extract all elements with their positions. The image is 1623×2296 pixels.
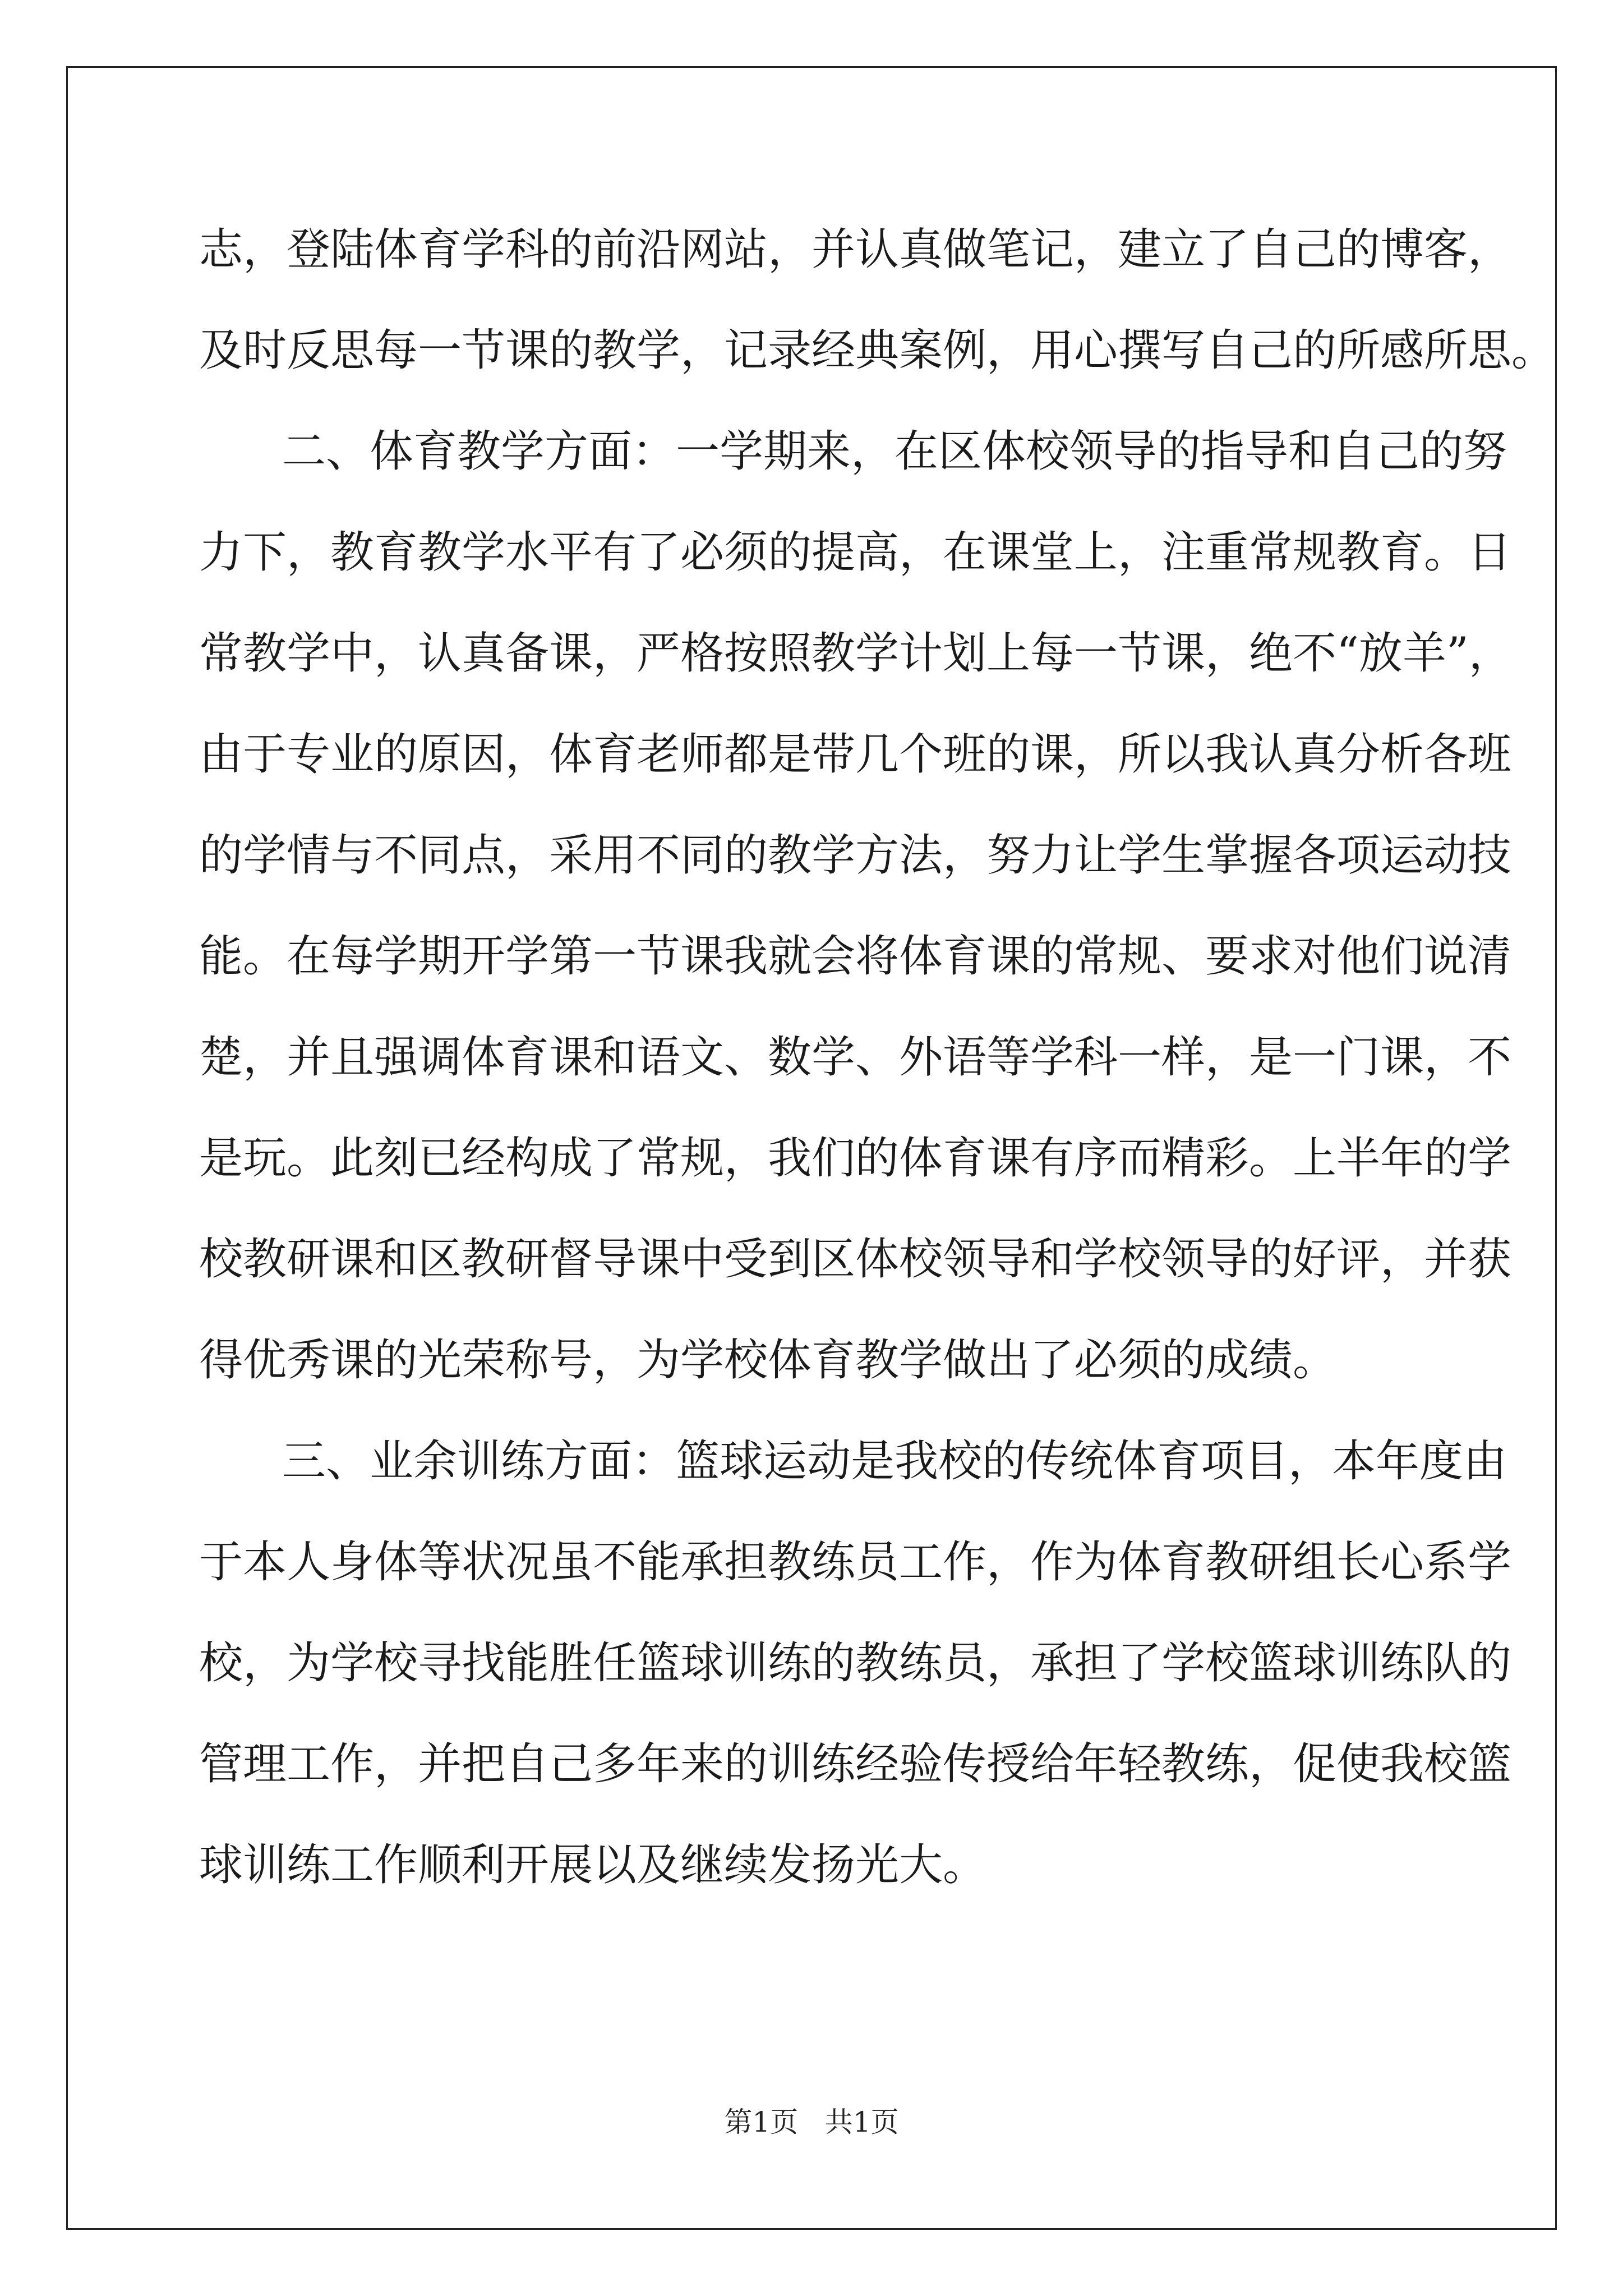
text-line: 力下，教育教学水平有了必须的提高，在课堂上，注重常规教育。日 <box>199 527 1512 578</box>
text-line: 楚，并且强调体育课和语文、数学、外语等学科一样，是一门课，不 <box>199 1032 1512 1083</box>
text-line: 校，为学校寻找能胜任篮球训练的教练员，承担了学校篮球训练队的 <box>199 1638 1512 1688</box>
text-line: 由于专业的原因，体育老师都是带几个班的课，所以我认真分析各班 <box>199 729 1512 780</box>
text-line: 得优秀课的光荣称号，为学校体育教学做出了必须的成绩。 <box>199 1335 1337 1386</box>
text-line: 于本人身体等状况虽不能承担教练员工作，作为体育教研组长心系学 <box>199 1537 1512 1588</box>
paragraph-start-line: 三、业余训练方面：篮球运动是我校的传统体育项目，本年度由 <box>282 1436 1507 1487</box>
text-line: 及时反思每一节课的教学，记录经典案例，用心撰写自己的所感所思。 <box>199 325 1556 376</box>
text-line: 的学情与不同点，采用不同的教学方法，努力让学生掌握各项运动技 <box>199 830 1512 881</box>
text-line: 常教学中，认真备课，严格按照教学计划上每一节课，绝不“放羊”， <box>199 628 1513 679</box>
text-line: 志，登陆体育学科的前沿网站，并认真做笔记，建立了自己的博客， <box>199 224 1512 275</box>
text-line: 能。在每学期开学第一节课我就会将体育课的常规、要求对他们说清 <box>199 931 1512 982</box>
text-line: 管理工作，并把自己多年来的训练经验传授给年轻教练，促使我校篮 <box>199 1739 1512 1789</box>
paragraph-start-line: 二、体育教学方面：一学期来，在区体校领导的指导和自己的努 <box>282 426 1507 477</box>
page-number-footer: 第1页 共1页 <box>724 2106 899 2138</box>
text-line: 校教研课和区教研督导课中受到区体校领导和学校领导的好评，并获 <box>199 1234 1512 1285</box>
text-line: 球训练工作顺利开展以及继续发扬光大。 <box>199 1840 987 1890</box>
text-line: 是玩。此刻已经构成了常规，我们的体育课有序而精彩。上半年的学 <box>199 1133 1512 1184</box>
